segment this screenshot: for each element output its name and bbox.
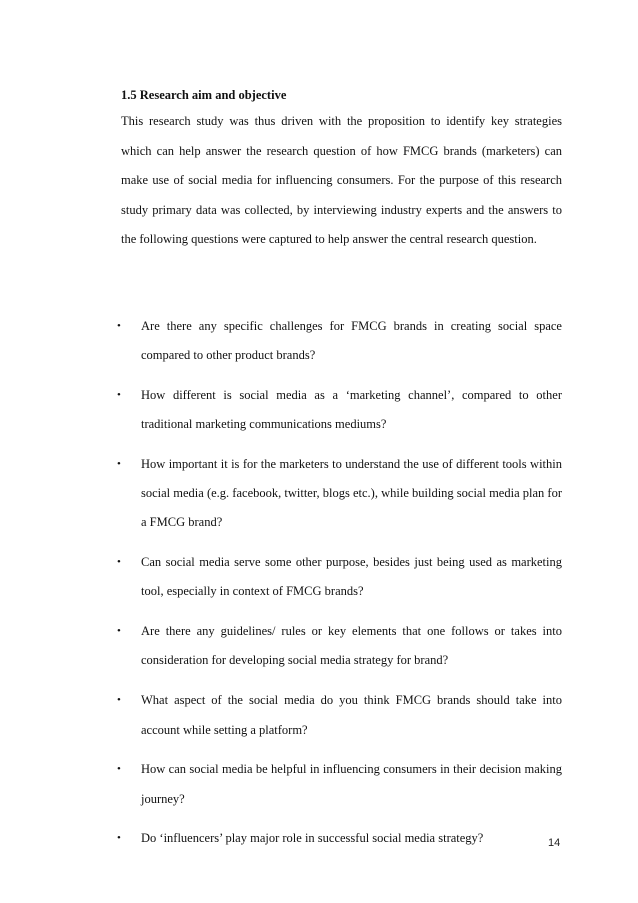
list-item	[117, 312, 562, 371]
bullet-icon: •	[117, 388, 121, 401]
question-text: What aspect of the social media do you think FMCG brands should take into account while setting a platform?	[141, 693, 562, 737]
question-text: Are there any guidelines/ rules or key elements that one follows or takes into consideration for developing social media strategy for brand?	[141, 624, 562, 668]
question-text: Can social media serve some other purpose, besides just being used as marketing tool, especially in context of FMCG brands?	[141, 555, 562, 599]
question-text: Do ‘influencers’ play major role in successful social media strategy?	[141, 831, 484, 846]
intro-paragraph: This research study was thus driven with the proposition to identify key strategies which can help answer the research question of how FMCG brands (marketers) can make use of social media for influencing consumers. For the purpose of this research study primary data was collected, by interviewing industry experts and the answers to the following questions were captured to help answer the central research question.	[121, 114, 562, 246]
list-item	[117, 548, 562, 607]
bullet-icon: •	[117, 694, 121, 707]
question-text: How important it is for the marketers to understand the use of different tools within social media (e.g. facebook, twitter, blogs etc.), while building social media plan for a FMCG brand?	[141, 456, 562, 530]
question-text: How can social media be helpful in influencing consumers in their decision making journey?	[141, 762, 562, 806]
bullet-icon: •	[117, 556, 121, 569]
question-text: Are there any specific challenges for FMCG brands in creating social space compared to other product brands?	[141, 318, 562, 362]
bullet-icon: •	[117, 832, 121, 845]
question-text: How different is social media as a ‘marketing channel’, compared to other traditional marketing communications mediums?	[141, 387, 562, 431]
bullet-icon: •	[117, 319, 121, 332]
list-item	[117, 617, 562, 676]
bullet-icon: •	[117, 625, 121, 638]
list-item	[117, 381, 562, 440]
bullet-icon: •	[117, 457, 121, 470]
page-number: 14	[548, 837, 561, 849]
list-item	[117, 755, 562, 814]
page-content	[117, 84, 562, 864]
list-item	[117, 686, 562, 745]
bullet-icon: •	[117, 763, 121, 776]
list-item	[117, 450, 562, 538]
research-questions-list	[117, 312, 562, 854]
section-heading: 1.5 Research aim and objective	[121, 88, 287, 102]
list-item	[117, 824, 562, 853]
